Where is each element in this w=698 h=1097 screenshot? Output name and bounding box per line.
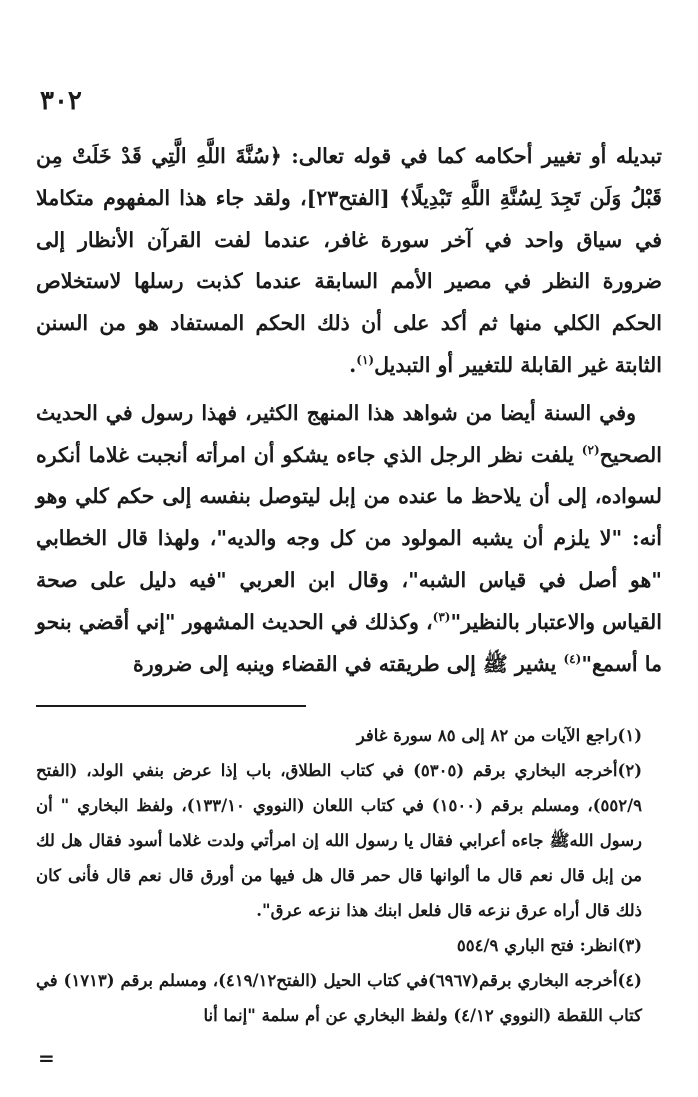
paragraph-2 bbox=[36, 393, 662, 686]
main-text bbox=[36, 136, 662, 685]
paragraph-1-intro: تبديله أو تغيير أحكامه كما في قوله تعالى: bbox=[281, 144, 662, 168]
footnotes bbox=[36, 718, 662, 1033]
footnote-ref-4: (٤) bbox=[563, 651, 582, 666]
continuation-mark: = bbox=[38, 1046, 55, 1070]
page-number: ٣٠٢ bbox=[40, 86, 82, 116]
paragraph-2-part-1: وفي السنة أيضا من شواهد هذا المنهج الكثير، فهذا رسول في الحديث الصحيح bbox=[36, 400, 662, 467]
paragraph-1-end: . bbox=[349, 352, 357, 377]
footnote-ref-1: (١) bbox=[356, 353, 375, 368]
footnote-1: (١)راجع الآيات من ٨٢ إلى ٨٥ سورة غافر bbox=[356, 726, 642, 745]
paragraph-2-part-4: يشير ﷺ إلى طريقته في القضاء وينبه إلى ضرورة bbox=[132, 651, 564, 676]
footnote-ref-2: (٢) bbox=[581, 442, 600, 457]
footnote-3: (٣)انظر: فتح الباري ٥٥٤/٩ bbox=[456, 936, 642, 955]
quran-verse: ﴿سُنَّةَ اللَّهِ الَّتِي قَدْ خَلَتْ مِن قَبْلُ وَلَن تَجِدَ لِسُنَّةِ اللَّهِ تَبْدِيلًا﴾ bbox=[36, 144, 662, 210]
paragraph-2-part-2: يلفت نظر الرجل الذي جاءه يشكو أن امرأته أنجبت غلاما أنكره لسواده، إلى أن يلاحظ ما عنده من إبل ليتوصل بنفسه إلى حكم كلي وهو أنه: "لا يلزم أن يشبه المولود من كل وجه والديه"، ولهذا قال الخطابي "هو أصل في قياس الشبه"، وقال ابن العربي "فيه دليل على صحة القياس والاعتبار بالنظير" bbox=[36, 442, 662, 634]
footnote-2: (٢)أخرجه البخاري برقم (٥٣٠٥) في كتاب الطلاق، باب إذا عرض بنفي الولد، (الفتح ٥٥٢/٩)، ومسلم برقم (١٥٠٠) في كتاب اللعان (النووي ١٣٣/١٠)، ولفظ البخاري " أن رسول اللهﷺ جاءه أعرابي فقال يا رسول الله إن امرأتي ولدت غلاما أسود فقال هل لك من إبل قال نعم قال ما ألوانها قال حمر قال هل فيها من أورق قال نعم قال فأنى كان ذلك قال أراه عرق نزعه قال فلعل ابنك هذا نزعه عرق". bbox=[36, 761, 642, 920]
footnote-divider bbox=[36, 705, 306, 707]
paragraph-1 bbox=[36, 136, 662, 387]
footnote-4: (٤)أخرجه البخاري برقم(٦٩٦٧)في كتاب الحيل (الفتح٤١٩/١٢)، ومسلم برقم (١٧١٣) في كتاب اللقطة (النووي ٤/١٢) ولفظ البخاري عن أم سلمة "إنما أنا bbox=[36, 971, 642, 1025]
footnote-ref-3: (٣) bbox=[432, 609, 451, 624]
paragraph-1-body: [الفتح٢٣]، ولقد جاء هذا المفهوم متكاملا في سياق واحد في آخر سورة غافر، عندما لفت القرآن الأنظار إلى ضرورة النظر في مصير الأمم السابقة عندما كذبت رسلها لاستخلاص الحكم الكلي منها ثم أكد على أن ذلك الحكم المستفاد هو من السنن الثابتة غير القابلة للتغيير أو التبديل bbox=[36, 185, 662, 377]
paragraph-2-part-3: ، وكذلك في الحديث المشهور "إني أقضي بنحو ما أسمع" bbox=[36, 609, 662, 676]
